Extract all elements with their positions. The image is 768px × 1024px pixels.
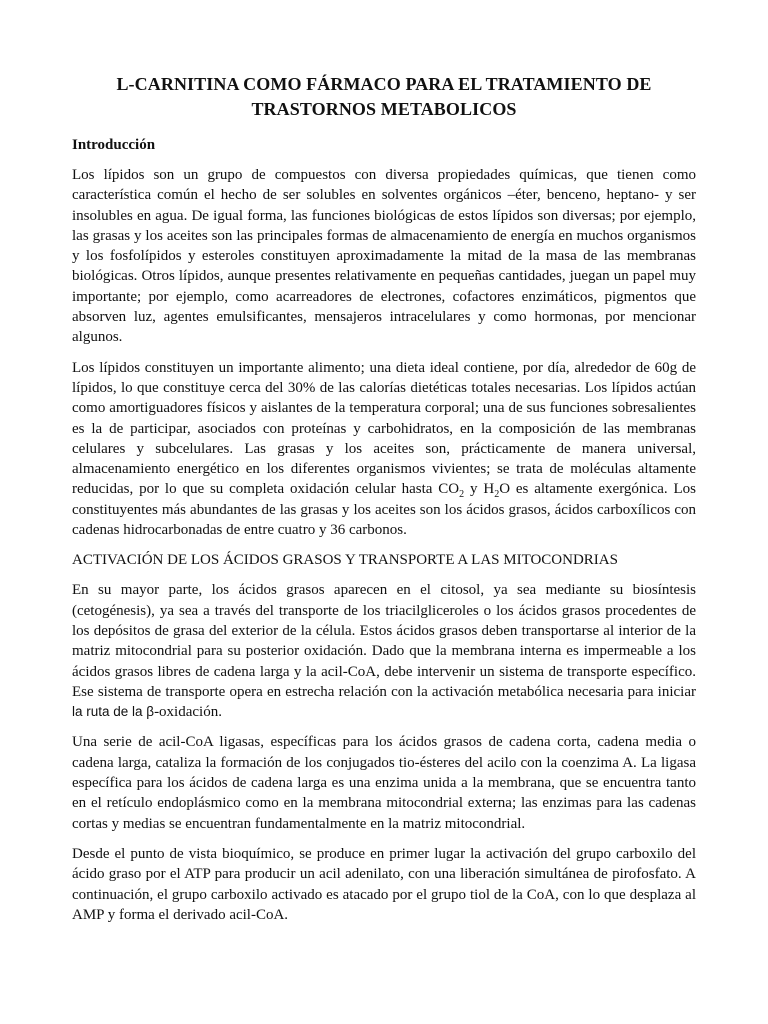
paragraph-1: Los lípidos son un grupo de compuestos con diversa propiedades químicas, que tienen como característica común el hecho de ser solubles en solventes orgánicos –éter, benceno, heptano- y ser insolubles en agua. De igual forma, las funciones biológicas de estos lípidos son diversas; por ejemplo, las grasas y los aceites son las principales formas de almacenamiento de energía en muchos organismos y los fosfolípidos y esteroles constituyen aproximadamente la mitad de la masa de las membranas biológicas. Otros lípidos, aunque presentes relativamente en pequeñas cantidades, juegan un papel muy importante; por ejemplo, como acarreadores de electrones, cofactores enzimáticos, pigmentos que absorven luz, agentes emulsificantes, mensajeros intracelulares y como hormonas, por mencionar algunos. — [72, 167, 696, 346]
subscript-co2: 2 — [459, 489, 465, 501]
paragraph-3-part-b: la ruta de la β — [72, 704, 155, 720]
intro-heading: Introducción — [72, 137, 156, 153]
title-line-2: TRASTORNOS METABOLICOS — [251, 99, 517, 119]
paragraph-3-part-a: En su mayor parte, los ácidos grasos aparecen en el citosol, ya sea mediante su biosíntesis (cetogénesis), ya sea a través del transporte de los triacilgliceroles o los ácidos grasos procedentes de los depósitos de grasa del exterior de la célula. Estos ácidos grasos deben transportarse al interior de la matriz mitocondrial para su posterior oxidación. Dado que la membrana interna es impermeable a los ácidos grasos libres de cadena larga y la acil-CoA, debe intervenir un sistema de transporte específico. Ese sistema de transporte opera en estrecha relación con la activación metabólica necesaria para iniciar — [72, 582, 696, 700]
document-title — [72, 72, 696, 122]
subscript-h2o: 2 — [494, 489, 500, 501]
paragraph-2-part-c: O es altamente exergónica. Los constituyentes más abundantes de las grasas y los aceites son los ácidos grasos, ácidos carboxílicos con cadenas hidrocarbonadas de entre cuatro y 36 carbonos. — [72, 481, 696, 539]
section-heading: ACTIVACIÓN DE LOS ÁCIDOS GRASOS Y TRANSPORTE A LAS MITOCONDRIAS — [72, 552, 618, 569]
paragraph-2-part-b: y H — [464, 481, 495, 498]
paragraph-4: Una serie de acil-CoA ligasas, específicas para los ácidos grasos de cadena corta, cadena media o cadena larga, cataliza la formación de los conjugados tio-ésteres del acilo con la coenzima A. La ligasa específica para los ácidos de cadena larga es una enzima unida a la membrana, que se encuentra tanto en el retículo endoplásmico como en la membrana mitocondrial externa; las enzimas para las cadenas cortas y medias se encuentran fundamentalmente en la matriz mitocondrial. — [72, 734, 696, 832]
paragraph-5: Desde el punto de vista bioquímico, se produce en primer lugar la activación del grupo carboxilo del ácido graso por el ATP para producir un acil adenilato, con una liberación simultánea de pirofosfato. A continuación, el grupo carboxilo activado es atacado por el grupo tiol de la CoA, con lo que desplaza al AMP y forma el derivado acil-CoA. — [72, 845, 696, 923]
paragraph-2-part-a: Los lípidos constituyen un importante alimento; una dieta ideal contiene, por día, alrededor de 60g de lípidos, lo que constituye cerca del 30% de las calorías dietéticas totales necesarias. Los lípidos actúan como amortiguadores físicos y aislantes de la temperatura corporal; una de sus funciones sobresalientes es la de participar, asociados con proteínas y carbohidratos, en la composición de las membranas celulares y subcelulares. Las grasas y los aceites son, prácticamente de manera universal, almacenamiento energético en los diferentes organismos vivientes; se trata de moléculas altamente reducidas, por lo que su completa oxidación celular hasta CO — [72, 359, 696, 498]
paragraph-2 — [72, 358, 696, 541]
title-line-1: L-CARNITINA COMO FÁRMACO PARA EL TRATAMIENTO DE — [116, 74, 652, 94]
paragraph-3 — [72, 580, 696, 722]
paragraph-3-part-c: -oxidación. — [154, 704, 222, 721]
